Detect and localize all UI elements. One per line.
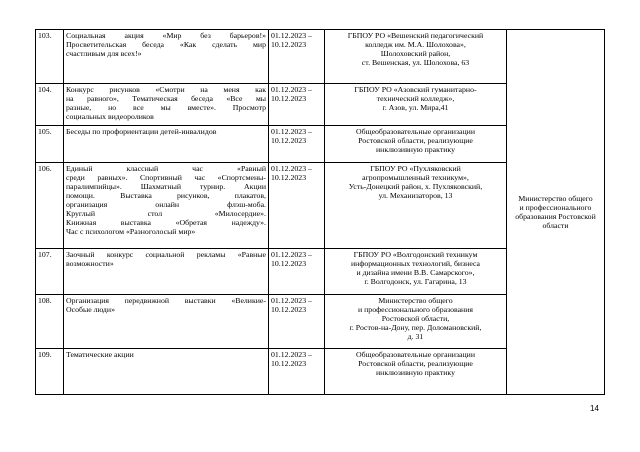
- event-line: Круглый стол «Милосердие».: [66, 209, 266, 218]
- events-table: [35, 29, 605, 395]
- org-line: колледж им. М.А. Шолохова»,: [365, 40, 466, 49]
- event-line: на равного», Тематическая беседа «Все мы: [66, 94, 266, 103]
- date-line: 01.12.2023 –: [271, 31, 312, 40]
- org-line: ГБПОУ РО «Пухляковский: [370, 164, 461, 173]
- event-line: разные, но все мы вместе». Просмотр: [66, 103, 266, 112]
- date-line: 01.12.2023 –: [271, 296, 312, 305]
- org-line: и дизайна имени В.В. Самарского»,: [356, 268, 475, 277]
- event-dates: [269, 126, 325, 163]
- org-line: ул. Механизаторов, 13: [378, 191, 453, 200]
- event-line: паралимпийцы». Шахматный турнир. Акции: [66, 182, 266, 191]
- event-line: Просветительская беседа «Как сделать мир: [66, 40, 266, 49]
- org-line: ГБПОУ РО «Волгодонский техникум: [353, 250, 478, 259]
- org-line: ст. Вешенская, ул. Шолохова, 63: [361, 58, 470, 67]
- org-line: г. Азов, ул. Мира,41: [382, 103, 449, 112]
- event-description: [64, 349, 269, 395]
- organizer-address: [325, 30, 507, 84]
- org-line: инклюзивную практику: [375, 145, 455, 154]
- date-line: 10.12.2023: [271, 40, 307, 49]
- org-line: Ростовской области, реализующие: [358, 136, 473, 145]
- event-dates: [269, 349, 325, 395]
- org-line: Шолоховский район,: [380, 49, 451, 58]
- row-number: 109.: [36, 349, 64, 395]
- event-description: [64, 126, 269, 163]
- event-line: Конкурс рисунков «Смотри на меня как: [66, 85, 266, 94]
- row-number: 107.: [36, 249, 64, 295]
- org-line: Ростовской области,: [381, 314, 450, 323]
- org-line: Ростовской области, реализующие: [358, 359, 473, 368]
- executor-line: Министерство общего: [518, 194, 593, 203]
- row-number: 104.: [36, 84, 64, 126]
- organizer-address: [325, 126, 507, 163]
- event-line: среди равных». Спортивный час «Спортсмены-: [66, 173, 266, 182]
- date-line: 01.12.2023 –: [271, 127, 312, 136]
- event-description: [64, 295, 269, 349]
- event-line: социальных видеороликов: [66, 112, 154, 121]
- event-line: возможности»: [66, 259, 114, 268]
- org-line: технический колледж»,: [376, 94, 455, 103]
- event-line: Организация передвижной выставки «Великие-: [66, 296, 266, 305]
- org-line: Усть-Донецкий район, х. Пухляковский,: [348, 182, 483, 191]
- event-line: Единый классный час «Равный: [66, 164, 266, 173]
- executor-line: области: [542, 221, 569, 230]
- org-line: ГБПОУ РО «Вешенский педагогический: [347, 31, 484, 40]
- event-line: организация онлайн флэш-моба.: [66, 200, 266, 209]
- event-line: Час с психологом «Разноголосый мир»: [66, 227, 196, 236]
- org-line: ГБПОУ РО «Азовский гуманитарно-: [354, 85, 477, 94]
- event-dates: [269, 163, 325, 249]
- date-line: 01.12.2023 –: [271, 164, 312, 173]
- event-description: [64, 30, 269, 84]
- event-dates: [269, 84, 325, 126]
- event-dates: [269, 249, 325, 295]
- page-number: 14: [590, 404, 599, 413]
- date-line: 10.12.2023: [271, 136, 307, 145]
- date-line: 01.12.2023 –: [271, 350, 312, 359]
- date-line: 10.12.2023: [271, 305, 307, 314]
- date-line: 10.12.2023: [271, 259, 307, 268]
- table-row: [36, 30, 605, 84]
- org-line: и профессионального образования: [358, 305, 473, 314]
- event-line: Книжная выставка «Обретая надежду».: [66, 218, 266, 227]
- event-line: Социальная акция «Мир без барьеров!»: [66, 31, 266, 40]
- row-number: 103.: [36, 30, 64, 84]
- org-line: Общеобразовательные организации: [355, 127, 476, 136]
- event-line: Беседы по профориентации детей-инвалидов: [66, 127, 217, 136]
- event-line: Особые люди»: [66, 305, 115, 314]
- event-line: помощи. Выставка рисунков, плакатов,: [66, 191, 266, 200]
- org-line: г. Волгодонск, ул. Гагарина, 13: [364, 277, 467, 286]
- date-line: 10.12.2023: [271, 94, 307, 103]
- date-line: 10.12.2023: [271, 173, 307, 182]
- org-line: информационных технологий, бизнеса: [350, 259, 481, 268]
- org-line: агропромышленный техникум»,: [362, 173, 469, 182]
- date-line: 01.12.2023 –: [271, 85, 312, 94]
- org-line: Министерство общего: [378, 296, 453, 305]
- row-number: 105.: [36, 126, 64, 163]
- date-line: 10.12.2023: [271, 359, 307, 368]
- event-dates: [269, 295, 325, 349]
- date-line: 01.12.2023 –: [271, 250, 312, 259]
- executor-line: образования Ростовской: [515, 212, 596, 221]
- event-description: [64, 84, 269, 126]
- responsible-executor: [507, 30, 605, 395]
- org-line: д. 31: [407, 332, 424, 341]
- event-line: счастливым для всех!»: [66, 49, 142, 58]
- org-line: Общеобразовательные организации: [355, 350, 476, 359]
- event-line: Тематические акции: [66, 350, 134, 359]
- organizer-address: [325, 295, 507, 349]
- organizer-address: [325, 249, 507, 295]
- event-description: [64, 163, 269, 249]
- org-line: инклюзивную практику: [375, 368, 455, 377]
- executor-line: и профессионального: [519, 203, 592, 212]
- row-number: 106.: [36, 163, 64, 249]
- event-dates: [269, 30, 325, 84]
- organizer-address: [325, 163, 507, 249]
- event-description: [64, 249, 269, 295]
- org-line: г. Ростов-на-Дону, пер. Доломановский,: [349, 323, 482, 332]
- row-number: 108.: [36, 295, 64, 349]
- organizer-address: [325, 84, 507, 126]
- event-line: Заочный конкурс социальной рекламы «Равные: [66, 250, 266, 259]
- organizer-address: [325, 349, 507, 395]
